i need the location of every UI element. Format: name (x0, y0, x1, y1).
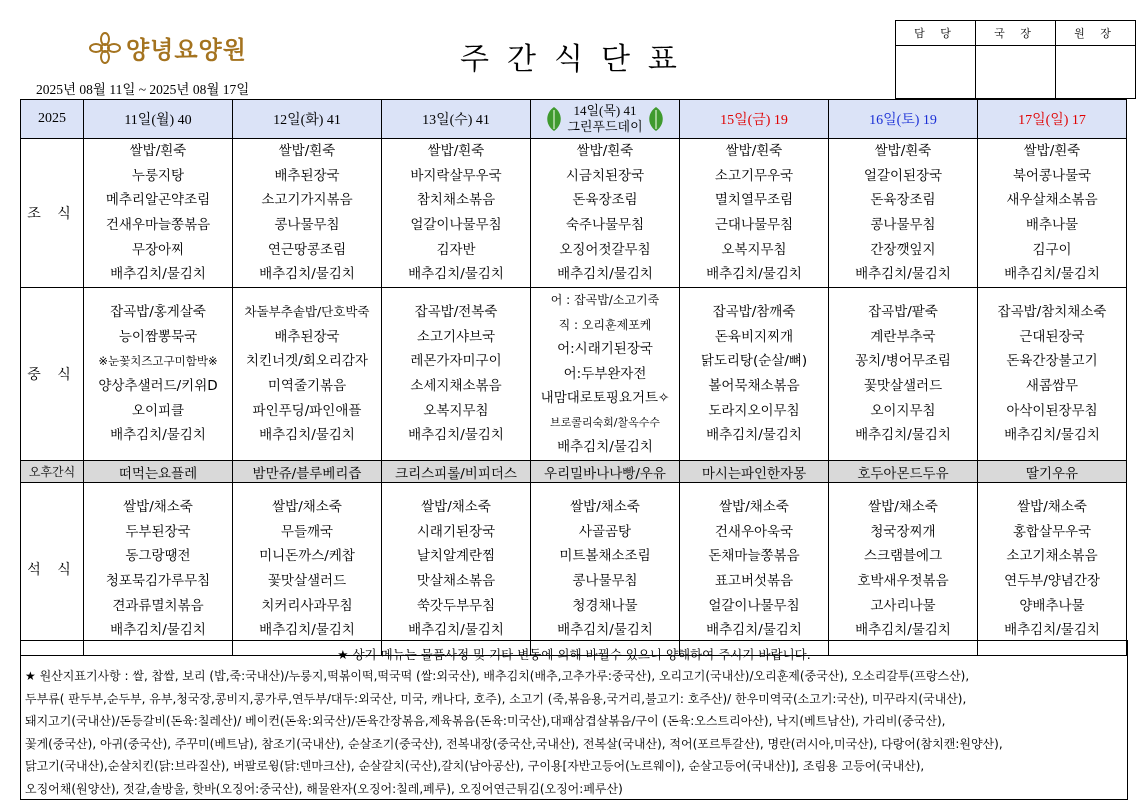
breakfast-label: 조 식 (21, 139, 84, 288)
menu-item: 오이지무침 (870, 402, 936, 419)
dinner-label: 석 식 (21, 483, 84, 656)
origin-line: ★ 원산지표기사항 : 쌀, 찹쌀, 보리 (밥,죽:국내산)/누룽지,떡볶이떡,떡국떡 (쌀:외국산), 배추김치(배추,고추가루:중국산), 오리고기(국내산)/오리훈제(중국산), 오소리갈투(프랑스산), (25, 669, 970, 683)
menu-item: 배추김치/물김치 (1004, 266, 1100, 283)
menu-item: 콩나물무침 (572, 573, 638, 589)
menu-item: 얼갈이나물무침 (410, 217, 502, 233)
date-range: 2025년 08월 11일 ~ 2025년 08월 17일 (36, 82, 250, 97)
day-header: 17일(일) 17 (978, 100, 1127, 139)
menu-item: 치커리사과무침 (261, 597, 353, 614)
breakfast-cell (829, 139, 978, 288)
menu-item: 배추김치/물김치 (706, 266, 802, 283)
menu-item: 돈육장조림 (572, 192, 638, 209)
menu-item: 꽃맛살샐러드 (267, 573, 347, 589)
lunch-label: 중 식 (21, 288, 84, 461)
origin-line: 두부류( 판두부,순두부, 유부,청국장,콩비지,콩가루,연두부/대두:외국산, 미국, 캐나다, 호주), 소고기 (죽,볶음용,국거리,불고기: 호주산)/ 한우미역국(소고기:국산), 미꾸라지(국내산), (25, 691, 967, 706)
day-header: 16일(토) 19 (829, 100, 978, 139)
breakfast-cell (382, 139, 531, 288)
menu-item: 쌀밥/채소죽 (719, 499, 789, 516)
menu-item: 돈육간장불고기 (1006, 353, 1098, 370)
menu-item: 쌀밥/흰죽 (874, 143, 932, 160)
menu-item: 근대된장국 (1019, 328, 1085, 345)
approval-head-sign (1056, 46, 1136, 99)
header-row (21, 100, 1127, 139)
origin-line: 돼지고기(국내산)/돈등갈비(돈육:칠레산)/ 베이컨(돈육:외국산)/돈육간장볶음,제육볶음(돈육:미국산),대패삼겹살볶음/구이 (돈육:오스트리아산), 낙지(베트남산), 가리비(중국산), (25, 714, 946, 728)
menu-item: 배추김치/물김치 (259, 266, 355, 283)
menu-item: 쌀밥/흰죽 (1023, 143, 1081, 160)
notice-box (20, 640, 1128, 800)
menu-item: 소고기가지볶음 (261, 192, 353, 209)
org-name: 양녕요양원 (126, 36, 247, 64)
menu-item: 배추김치/물김치 (408, 266, 504, 283)
menu-item: 쌀밥/흰죽 (129, 143, 187, 160)
menu-item: 잡곡밥/홍게살죽 (110, 304, 206, 321)
menu-item: 브로콜리숙회/찰옥수수 (550, 415, 660, 429)
menu-item: 콩나물무침 (274, 217, 340, 233)
approval-head-label: 원 장 (1056, 21, 1136, 46)
lunch-cell (531, 288, 680, 461)
dinner-cell (829, 483, 978, 656)
menu-item: 배추김치/물김치 (1004, 427, 1100, 444)
menu-item: 내맘대로토핑요거트✧ (540, 390, 670, 407)
day-header: 11일(월) 40 (84, 100, 233, 139)
menu-item: 무장아찌 (131, 241, 185, 258)
menu-item: 배추김치/물김치 (706, 622, 802, 639)
menu-item: 배추김치/물김치 (855, 266, 951, 283)
menu-item: 청포묵김가루무침 (105, 573, 211, 589)
dinner-cell (84, 483, 233, 656)
menu-item: 건새우마늘쫑볶음 (105, 217, 211, 233)
menu-item: 파인푸딩/파인애플 (252, 402, 362, 419)
menu-item: 쌀밥/흰죽 (725, 143, 783, 160)
lunch-cell (978, 288, 1127, 461)
menu-item: 소세지채소볶음 (410, 378, 502, 394)
menu-item: 청국장찌개 (870, 523, 936, 540)
leaf-icon (645, 106, 667, 132)
menu-item: 배추김치/물김치 (706, 427, 802, 444)
day-header-green (531, 100, 680, 139)
menu-item: 얼갈이된장국 (863, 167, 943, 184)
menu-item: 김구이 (1032, 241, 1072, 258)
lunch-cell (680, 288, 829, 461)
menu-item: 고사리나물 (870, 597, 936, 614)
day-header: 15일(금) 19 (680, 100, 829, 139)
lunch-cell (382, 288, 531, 461)
lunch-cell (233, 288, 382, 461)
menu-item: 연근땅콩조림 (267, 241, 347, 258)
snack-cell: 떠먹는요플레 (84, 461, 233, 483)
menu-item: 얼갈이나물무침 (708, 597, 800, 614)
menu-item: 사골곰탕 (578, 523, 632, 540)
menu-item: 쌀밥/채소죽 (570, 499, 640, 516)
year-cell: 2025 (21, 100, 84, 139)
menu-item: 배추김치/물김치 (855, 622, 951, 639)
menu-item: 오이피클 (131, 402, 185, 419)
menu-item: 쌀밥/채소죽 (868, 499, 938, 516)
menu-item: 배추김치/물김치 (110, 427, 206, 444)
menu-item: 건새우아욱국 (714, 523, 794, 540)
menu-item: 잡곡밥/참치채소죽 (997, 304, 1107, 321)
menu-item: 바지락살무우국 (410, 167, 502, 184)
snack-row (21, 461, 1127, 483)
breakfast-cell (233, 139, 382, 288)
menu-item: 오징어젓갈무침 (559, 241, 651, 258)
origin-line: 오징어채(원양산), 젓갈,솔방울, 핫바(오징어:중국산), 해물완자(오징어:칠레,페루), 오징어연근튀김(오징어:페루산) (25, 781, 623, 796)
menu-item: 꽃맛살샐러드 (863, 378, 943, 394)
menu-item: 양배추나물 (1019, 597, 1085, 614)
menu-item: 호박새우젓볶음 (857, 573, 949, 589)
flower-logo-icon (88, 31, 122, 65)
menu-item: 쌀밥/흰죽 (427, 143, 485, 160)
menu-item: 북어콩나물국 (1012, 167, 1092, 184)
menu-item: 배추나물 (1025, 217, 1079, 233)
menu-item: 시금치된장국 (565, 167, 645, 184)
menu-item: 두부된장국 (125, 523, 191, 540)
menu-item: 오복지무침 (423, 402, 489, 419)
breakfast-cell (680, 139, 829, 288)
menu-item: 연두부/양념간장 (1004, 573, 1100, 589)
menu-item: 멸치열무조림 (714, 192, 794, 209)
menu-item: 배추된장국 (274, 328, 340, 345)
breakfast-cell (531, 139, 680, 288)
snack-cell: 크리스피롤/비피더스 (382, 461, 531, 483)
menu-item: 미역줄기볶음 (267, 378, 347, 394)
menu-item: 표고버섯볶음 (714, 573, 794, 589)
menu-item: 오복지무침 (721, 241, 787, 258)
menu-item: 배추김치/물김치 (408, 622, 504, 639)
approval-director-sign (976, 46, 1056, 99)
menu-item: 날치알계란찜 (416, 548, 496, 565)
dinner-cell (233, 483, 382, 656)
origin-line: 꽃게(중국산), 아귀(중국산), 주꾸미(베트남), 참조기(국내산), 순살조기(중국산), 전복내장(중국산,국내산), 전복살(국내산), 적어(포르투갈산), 명란(러시아,미국산), 다랑어(참치캔:원양산), (25, 736, 1003, 751)
menu-item: 레몬가자미구이 (410, 353, 502, 370)
day-header: 12일(화) 41 (233, 100, 382, 139)
snack-cell: 마시는파인한자몽 (680, 461, 829, 483)
menu-item: 닭도리탕(순살/뼈) (700, 353, 808, 370)
menu-item: 쌀밥/채소죽 (1017, 499, 1087, 516)
snack-cell: 우리밀바나나빵/우유 (531, 461, 680, 483)
menu-item: 쌀밥/채소죽 (272, 499, 342, 516)
menu-item: 꽁치/병어무조림 (855, 353, 951, 370)
menu-item: 누룽지탕 (131, 167, 185, 184)
menu-item: 배추김치/물김치 (110, 622, 206, 639)
menu-item: 맛살채소볶음 (416, 573, 496, 589)
dinner-row (21, 483, 1127, 656)
menu-item: ※눈꽃치즈고구미함박※ (98, 354, 218, 369)
menu-item: 무들깨국 (280, 523, 334, 540)
breakfast-cell (84, 139, 233, 288)
lunch-cell (84, 288, 233, 461)
menu-item: 배추김치/물김치 (408, 427, 504, 444)
leaf-icon (543, 106, 565, 132)
menu-item: 돈육비지찌개 (714, 328, 794, 345)
breakfast-row (21, 139, 1127, 288)
menu-item: 계란부추국 (870, 328, 936, 345)
menu-item: 잡곡밥/전복죽 (414, 304, 498, 321)
approval-staff-label: 담 당 (896, 21, 976, 46)
lunch-row (21, 288, 1127, 461)
dinner-cell (978, 483, 1127, 656)
org-logo (88, 30, 247, 65)
dinner-cell (382, 483, 531, 656)
snack-cell: 호두아몬드두유 (829, 461, 978, 483)
day-label: 14일(목) 41 (573, 103, 637, 118)
menu-item: 견과류멸치볶음 (112, 597, 204, 614)
menu-item: 차돌부추솥밥/단호박죽 (244, 304, 370, 320)
menu-item: 배추김치/물김치 (855, 427, 951, 444)
menu-item: 배추김치/물김치 (259, 622, 355, 639)
menu-item: 소고기샤브국 (416, 328, 496, 345)
menu-item: 볼어묵채소볶음 (708, 378, 800, 394)
menu-item: 쌀밥/흰죽 (576, 143, 634, 160)
menu-item: 참치채소볶음 (416, 192, 496, 209)
menu-item: 배추김치/물김치 (557, 266, 653, 283)
origin-line: 닭고기(국내산),순살치킨(닭:브라질산), 버팔로윙(닭:덴마크산), 순살갈치(국산),갈치(남아공산), 구이용[자반고등어(노르웨이), 순살고등어(국내산)], 조림용 고등어(국내산), (25, 759, 925, 773)
menu-item: 돈육장조림 (870, 192, 936, 209)
menu-item: 새우살채소볶음 (1006, 192, 1098, 209)
menu-item: 시래기된장국 (416, 523, 496, 540)
menu-item: 도라지오이무침 (708, 402, 800, 419)
menu-item: 김자반 (436, 241, 476, 258)
menu-item: 스크램블에그 (863, 548, 943, 565)
menu-item: 돈채마늘쫑볶음 (708, 548, 800, 565)
menu-item: 잡곡밥/팥죽 (868, 304, 938, 321)
menu-item: 청경채나물 (572, 597, 638, 614)
day-header: 13일(수) 41 (382, 100, 531, 139)
approval-staff-sign (896, 46, 976, 99)
menu-item: 간장깻잎지 (870, 241, 936, 258)
menu-item: 배추된장국 (274, 167, 340, 184)
menu-item: 아삭이된장무침 (1006, 402, 1098, 419)
menu-item: 어:두부완자전 (563, 365, 647, 382)
menu-item: 미니돈까스/케찹 (259, 548, 355, 565)
dinner-cell (531, 483, 680, 656)
lunch-cell (829, 288, 978, 461)
menu-item: 배추김치/물김치 (557, 439, 653, 456)
snack-label: 오후간식 (21, 461, 84, 483)
menu-item: 어:시래기된장국 (557, 341, 653, 358)
menu-item: 미트볼채소조림 (559, 548, 651, 565)
menu-item: 잡곡밥/참깨죽 (712, 304, 796, 321)
weekly-menu-table (20, 99, 1127, 656)
menu-item: 쑥갓두부무침 (416, 597, 496, 614)
menu-item: 메추리알곤약조림 (105, 192, 211, 209)
menu-item: 새콤쌈무 (1025, 378, 1079, 394)
menu-item: 쌀밥/채소죽 (421, 499, 491, 516)
approval-box (895, 20, 1136, 99)
snack-cell: 딸기우유 (978, 461, 1127, 483)
menu-item: 소고기채소볶음 (1006, 548, 1098, 565)
menu-item: 능이짬뽕묵국 (118, 328, 198, 345)
page-title: 주간식단표 (460, 42, 695, 77)
menu-item: 숙주나물무침 (565, 217, 645, 233)
snack-cell: 밤만쥬/블루베리즙 (233, 461, 382, 483)
menu-item: 배추김치/물김치 (259, 427, 355, 444)
menu-item: 근대나물무침 (714, 217, 794, 233)
notice-text: ★ 상기 메뉴는 물품사정 및 기타 변동에 의해 바뀔수 있으니 양해하여 주시기 바랍니다. (337, 647, 811, 662)
dinner-cell (680, 483, 829, 656)
menu-item: 동그랑땡전 (125, 548, 191, 565)
menu-item: 콩나물무침 (870, 217, 936, 233)
menu-item: 양상추샐러드/키위D (98, 378, 218, 394)
breakfast-cell (978, 139, 1127, 288)
menu-item: 홍합살무우국 (1012, 523, 1092, 540)
menu-item: 쌀밥/흰죽 (278, 143, 336, 160)
menu-item: 배추김치/물김치 (557, 622, 653, 639)
menu-item: 치킨너겟/회오리감자 (246, 353, 368, 370)
menu-item: 배추김치/물김치 (1004, 622, 1100, 639)
green-food-day-label: 그린푸드데이 (567, 119, 643, 134)
menu-item: 배추김치/물김치 (110, 266, 206, 283)
menu-item: 어 : 잡곡밥/소고기죽 (550, 292, 660, 307)
menu-item: 직 : 오리훈제포케 (558, 317, 652, 332)
approval-director-label: 국 장 (976, 21, 1056, 46)
menu-item: 쌀밥/채소죽 (123, 499, 193, 516)
menu-item: 소고기무우국 (714, 167, 794, 184)
